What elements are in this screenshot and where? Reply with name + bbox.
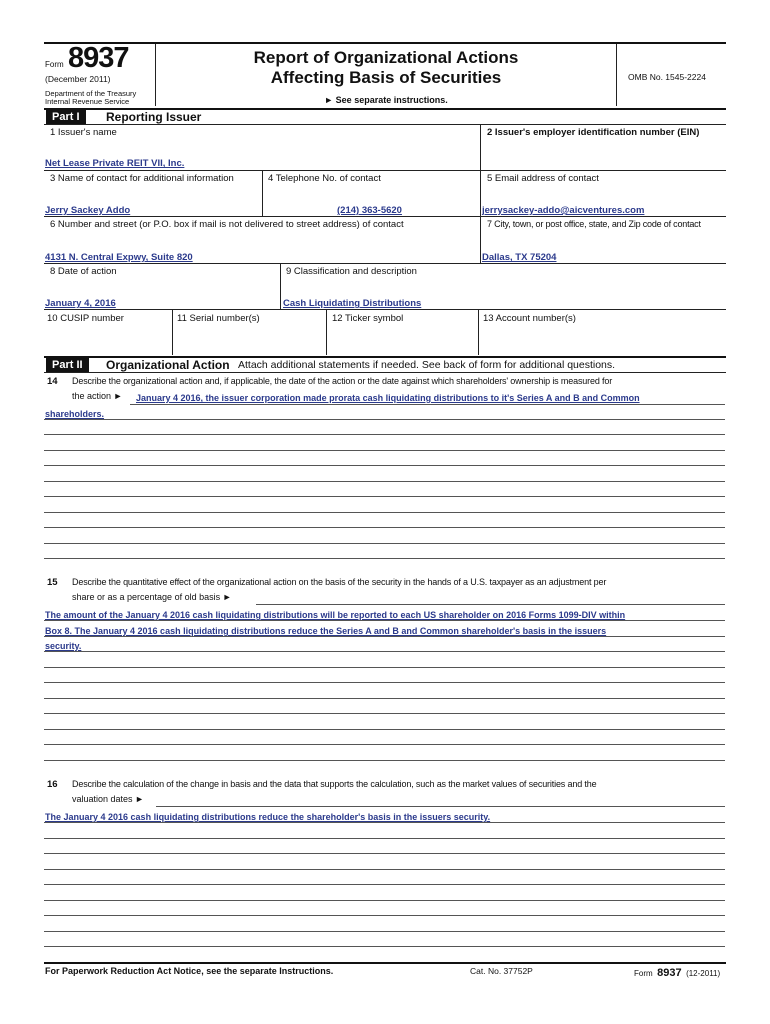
form-title-line1: Report of Organizational Actions xyxy=(253,48,519,67)
top-rule xyxy=(44,42,726,44)
write-line xyxy=(44,543,725,544)
row8-divider xyxy=(280,263,281,309)
write-line xyxy=(256,604,725,605)
write-line xyxy=(44,620,725,621)
line15-answer1[interactable]: The amount of the January 4 2016 cash liquidating distributions will be reported to each US shareholder on 2016 Forms 1099-DIV within xyxy=(45,610,626,620)
line3-label: 3 Name of contact for additional information xyxy=(50,173,234,184)
write-line xyxy=(44,946,725,947)
write-line xyxy=(44,667,725,668)
line6-label: 6 Number and street (or P.O. box if mail is not delivered to street address) of contact xyxy=(50,219,404,230)
write-line xyxy=(44,931,725,932)
write-line xyxy=(44,481,725,482)
line15-answer3[interactable]: security. xyxy=(45,641,82,651)
row1-divider xyxy=(480,124,481,170)
cat-number: Cat. No. 37752P xyxy=(470,966,533,976)
row8-bottom-rule xyxy=(44,309,726,310)
write-line xyxy=(130,404,725,405)
part1-title-rule xyxy=(44,124,726,125)
line2-label: 2 Issuer's employer identification number (EIN) xyxy=(487,127,700,138)
row1-bottom-rule xyxy=(44,170,726,171)
footer-form-rev: (12-2011) xyxy=(686,969,721,978)
part2-title-rule xyxy=(44,372,726,373)
telephone-field[interactable]: (214) 363-5620 xyxy=(337,205,402,216)
write-line xyxy=(44,434,725,435)
line15-number: 15 xyxy=(47,577,58,588)
write-line xyxy=(44,915,725,916)
write-line xyxy=(44,465,725,466)
line5-label: 5 Email address of contact xyxy=(487,173,599,184)
line14-answer1[interactable]: January 4 2016, the issuer corporation made prorata cash liquidating distributions to it's Series A and B and Common xyxy=(136,393,640,403)
row3-divider-a xyxy=(262,170,263,216)
street-field[interactable]: 4131 N. Central Expwy, Suite 820 xyxy=(45,252,193,263)
omb-number: OMB No. 1545-2224 xyxy=(628,72,706,82)
row6-bottom-rule xyxy=(44,263,726,264)
line16-text2: valuation dates ► xyxy=(72,794,144,804)
row6-divider xyxy=(480,216,481,263)
part1-tag: Part I xyxy=(46,110,86,124)
write-line xyxy=(44,853,725,854)
form-label: Form xyxy=(45,60,64,69)
write-line xyxy=(44,527,725,528)
line8-label: 8 Date of action xyxy=(50,266,117,277)
see-instructions: ► See separate instructions. xyxy=(324,95,448,105)
line12-label: 12 Ticker symbol xyxy=(332,313,404,324)
write-line xyxy=(44,512,725,513)
write-line xyxy=(44,822,725,823)
write-line xyxy=(44,760,725,761)
write-line xyxy=(44,900,725,901)
write-line xyxy=(44,698,725,699)
row3-bottom-rule xyxy=(44,216,726,217)
line15-answer2[interactable]: Box 8. The January 4 2016 cash liquidating distributions reduce the Series A and B and Common shareholder's basis in the issuers xyxy=(45,626,607,636)
row3-divider-b xyxy=(480,170,481,216)
write-line xyxy=(44,450,725,451)
row10-divider-c xyxy=(478,309,479,355)
write-line xyxy=(44,419,725,420)
line14-number: 14 xyxy=(47,376,58,387)
line11-label: 11 Serial number(s) xyxy=(177,313,260,324)
write-line xyxy=(44,884,725,885)
row10-divider-a xyxy=(172,309,173,355)
footer-form-number: 8937 xyxy=(657,967,682,979)
write-line xyxy=(44,636,725,637)
line15-text1: Describe the quantitative effect of the organizational action on the basis of the security in the hands of a U.S. taxpayer as an adjustment per xyxy=(72,577,607,587)
line14-answer2[interactable]: shareholders. xyxy=(45,409,105,419)
line7-label: 7 City, town, or post office, state, and Zip code of contact xyxy=(487,219,701,229)
classification-field[interactable]: Cash Liquidating Distributions xyxy=(283,298,422,309)
city-field[interactable]: Dallas, TX 75204 xyxy=(482,252,557,263)
footer-form-label: Form xyxy=(634,969,653,978)
header-divider-right xyxy=(616,44,617,106)
contact-name-field[interactable]: Jerry Sackey Addo xyxy=(45,205,131,216)
write-line xyxy=(156,806,725,807)
part2-subtitle: Attach additional statements if needed. See back of form for additional questions. xyxy=(238,359,616,371)
form-title-line2: Affecting Basis of Securities xyxy=(270,68,502,87)
write-line xyxy=(44,713,725,714)
write-line xyxy=(44,682,725,683)
issuer-name-field[interactable]: Net Lease Private REIT VII, Inc. xyxy=(45,158,185,169)
form-number: 8937 xyxy=(68,42,129,74)
write-line xyxy=(44,651,725,652)
line13-label: 13 Account number(s) xyxy=(483,313,576,324)
email-field[interactable]: jerrysackey-addo@aicventures.com xyxy=(482,205,645,216)
write-line xyxy=(44,496,725,497)
paperwork-notice: For Paperwork Reduction Act Notice, see the separate Instructions. xyxy=(45,966,334,976)
line4-label: 4 Telephone No. of contact xyxy=(268,173,381,184)
date-of-action-field[interactable]: January 4, 2016 xyxy=(45,298,116,309)
line16-answer1[interactable]: The January 4 2016 cash liquidating distributions reduce the shareholder's basis in the issuers security. xyxy=(45,812,491,822)
line16-number: 16 xyxy=(47,779,58,790)
line9-label: 9 Classification and description xyxy=(286,266,417,277)
footer-form-id xyxy=(634,963,720,981)
line14-text1: Describe the organizational action and, if applicable, the date of the action or the date against which shareholders' ownership is measured for xyxy=(72,376,613,386)
row10-divider-b xyxy=(326,309,327,355)
dept-line2: Internal Revenue Service xyxy=(45,97,130,106)
write-line xyxy=(44,869,725,870)
part2-tag: Part II xyxy=(46,358,89,372)
dept-line1: Department of the Treasury xyxy=(45,89,137,98)
write-line xyxy=(44,558,725,559)
line14-text2: the action ► xyxy=(72,391,123,401)
line16-text1: Describe the calculation of the change in basis and the data that supports the calculation, such as the market values of securities and the xyxy=(72,779,597,789)
line1-label: 1 Issuer's name xyxy=(50,127,117,138)
line15-text2: share or as a percentage of old basis ► xyxy=(72,592,232,602)
write-line xyxy=(44,838,725,839)
line10-label: 10 CUSIP number xyxy=(47,313,124,324)
part2-title: Organizational Action xyxy=(106,358,230,372)
footer-rule xyxy=(44,962,726,964)
write-line xyxy=(44,744,725,745)
write-line xyxy=(44,729,725,730)
part1-title: Reporting Issuer xyxy=(106,110,202,124)
form-revision: (December 2011) xyxy=(45,74,111,84)
